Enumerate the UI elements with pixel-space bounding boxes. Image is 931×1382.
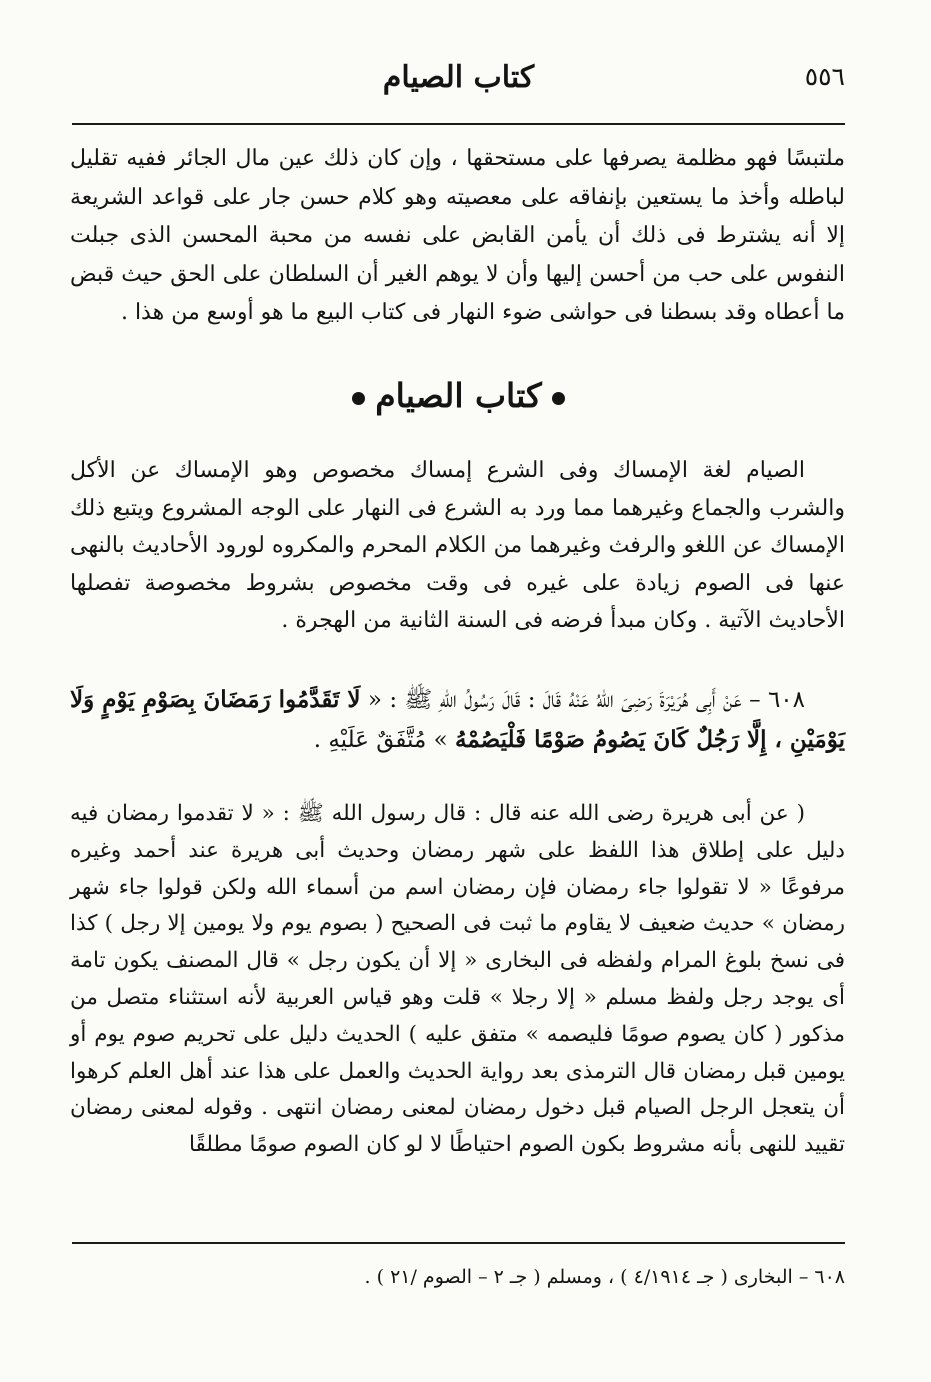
running-title: كتاب الصيام bbox=[382, 60, 535, 95]
hadith-text bbox=[70, 680, 845, 760]
header-divider bbox=[72, 123, 845, 125]
commentary-paragraph: ( عن أبى هريرة رضى الله عنه قال : قال رسول الله ﷺ : « لا تقدموا رمضان فيه دليل على إطلاق هذا اللفظ على شهر رمضان وحديث أبى هريرة عند أحمد وغيره مرفوعًا « لا تقولوا جاء رمضان فإن رمضان اسم من أسماء الله ولكن قولوا جاء شهر رمضان » حديث ضعيف لا يقاوم ما ثبت فى الصحيح ( بصوم يوم ولا يومين إلا رجل ) كذا فى نسخ بلوغ المرام ولفظه فى البخارى « إلا أن يكون رجل » قال المصنف يكون تامة أى يوجد رجل ولفظ مسلم « إلا رجلا » قلت وهو قياس العربية لأنه استثناء متصل من مذكور ( كان يصوم صومًا فليصمه » متفق عليه ) الحديث دليل على تحريم صوم يوم أو يومين قبل رمضان قال الترمذى بعد رواية الحديث والعمل على هذا عند أهل العلم كرهوا أن يتعجل الرجل الصيام قبل دخول رمضان لمعنى رمضان انتهى . وقوله لمعنى رمضان تقييد للنهى بأنه مشروط بكون الصوم احتياطًا لا لو كان الصوم صومًا مطلقًا bbox=[70, 801, 845, 1158]
bullet-dot-icon bbox=[352, 392, 365, 405]
paragraph-continuation: ملتبسًا فهو مظلمة يصرفها على مستحقها ، وإن كان ذلك عين مال الجائر ففيه تقليل لباطله وأخذ ما يستعين بإنفاقه على معصيته وهو كلام حسن جار على قواعد الشريعة إلا أنه يشترط فى ذلك أن يأمن القابض على نفسه من محبة المحسن الذى جبلت النفوس على حب من أحسن إليها وأن لا يوهم الغير أن السلطان على الحق حيث قبض ما أعطاه وقد بسطنا فى حواشى ضوء النهار فى كتاب البيع ما هو أوسع من هذا . bbox=[70, 146, 845, 325]
section-intro-paragraph: الصيام لغة الإمساك وفى الشرع إمساك مخصوص وهو الإمساك عن الأكل والشرب والجماع وغيرهما مما ورد به الشرع فى النهار على الوجه المشروع ويتبع ذلك الإمساك عن اللغو والرفث وغيرهما من الكلام المحرم والمكروه لورود الأحاديث بالنهى عنها فى الصوم زيادة على غيره فى وقت مخصوص بشروط مخصوصة تفصلها الأحاديث الآتية . وكان مبدأ فرضه فى السنة الثانية من الهجرة . bbox=[70, 458, 845, 633]
hadith-intro: ٦٠٨ – عَنْ أَبِى هُرَيْرَةَ رَضِىَ اللهُ عَنْهُ قَالَ : قَالَ رَسُولُ اللهِ ﷺ : « bbox=[367, 687, 806, 713]
section-heading-text: كتاب الصيام bbox=[375, 376, 542, 415]
footnote-divider bbox=[72, 1242, 845, 1244]
footnote: ٦٠٨ – البخارى ( جـ ٤/١٩١٤ ) ، ومسلم ( جـ ٢ – الصوم /٢١ ) . bbox=[364, 1266, 845, 1288]
page-number: ٥٥٦ bbox=[804, 62, 845, 91]
hadith-outro: » مُتَّفَقٌ عَلَيْهِ . bbox=[313, 727, 448, 753]
section-heading bbox=[72, 376, 845, 415]
page-header bbox=[72, 58, 845, 104]
bullet-dot-icon bbox=[552, 392, 565, 405]
hadith-quote: لَا تَقَدَّمُوا رَمَضَانَ بِصَوْمِ يَوْمٍ وَلَا يَوْمَيْنِ ، إِلَّا رَجُلٌ كَانَ يَصُومُ صَوْمًا فَلْيَصُمْهُ bbox=[70, 686, 845, 753]
